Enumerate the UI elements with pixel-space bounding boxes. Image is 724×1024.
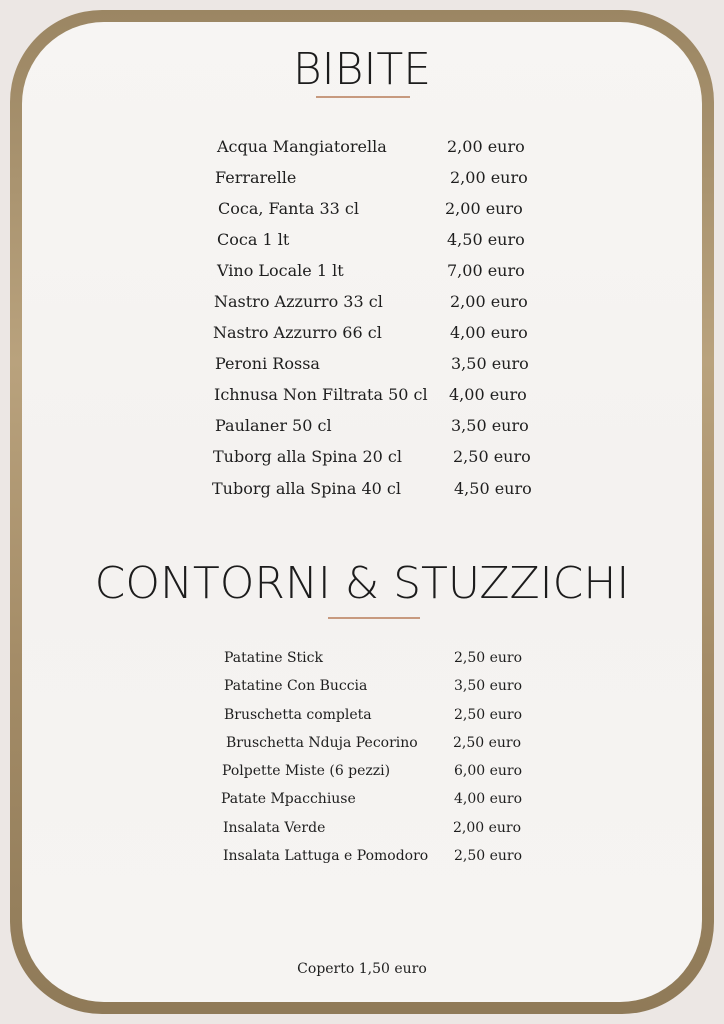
item-price: 2,50 euro (453, 447, 531, 466)
item-name: Patatine Con Buccia (224, 678, 368, 694)
item-price: 2,00 euro (450, 292, 528, 311)
item-price: 2,00 euro (447, 137, 525, 156)
item-price: 2,00 euro (445, 199, 523, 218)
item-price: 2,00 euro (453, 820, 522, 836)
item-name: Acqua Mangiatorella (217, 137, 387, 156)
item-name: Paulaner 50 cl (215, 416, 332, 435)
item-price: 7,00 euro (447, 261, 525, 280)
item-name: Nastro Azzurro 66 cl (213, 323, 382, 342)
item-price: 6,00 euro (454, 763, 523, 779)
item-name: Insalata Verde (223, 820, 326, 836)
item-price: 2,00 euro (450, 168, 528, 187)
item-price: 4,00 euro (450, 323, 528, 342)
item-name: Bruschetta completa (224, 707, 372, 723)
item-price: 2,50 euro (454, 650, 523, 666)
title-underline (316, 96, 410, 98)
item-name: Patate Mpacchiuse (221, 791, 356, 807)
item-price: 3,50 euro (451, 416, 529, 435)
item-price: 3,50 euro (454, 678, 523, 694)
item-name: Tuborg alla Spina 40 cl (212, 479, 401, 498)
item-name: Nastro Azzurro 33 cl (214, 292, 383, 311)
section-title-contorni: CONTORNI & STUZZICHI (94, 558, 630, 609)
item-price: 4,00 euro (454, 791, 523, 807)
item-price: 4,50 euro (447, 230, 525, 249)
item-price: 2,50 euro (454, 707, 523, 723)
item-name: Coca, Fanta 33 cl (218, 199, 359, 218)
item-name: Coca 1 lt (217, 230, 290, 249)
item-name: Peroni Rossa (215, 354, 320, 373)
item-name: Vino Locale 1 lt (217, 261, 344, 280)
item-price: 3,50 euro (451, 354, 529, 373)
item-price: 2,50 euro (453, 735, 522, 751)
section-title-bibite: BIBITE (292, 44, 432, 95)
item-name: Insalata Lattuga e Pomodoro (223, 848, 429, 864)
item-name: Ferrarelle (215, 168, 297, 187)
coperto-note: Coperto 1,50 euro (297, 961, 427, 977)
item-name: Ichnusa Non Filtrata 50 cl (214, 385, 428, 404)
item-name: Patatine Stick (224, 650, 323, 666)
item-name: Polpette Miste (6 pezzi) (222, 763, 391, 779)
item-name: Tuborg alla Spina 20 cl (213, 447, 402, 466)
item-name: Bruschetta Nduja Pecorino (226, 735, 418, 751)
item-price: 4,50 euro (454, 479, 532, 498)
title-underline (328, 617, 420, 619)
item-price: 4,00 euro (449, 385, 527, 404)
item-price: 2,50 euro (454, 848, 523, 864)
